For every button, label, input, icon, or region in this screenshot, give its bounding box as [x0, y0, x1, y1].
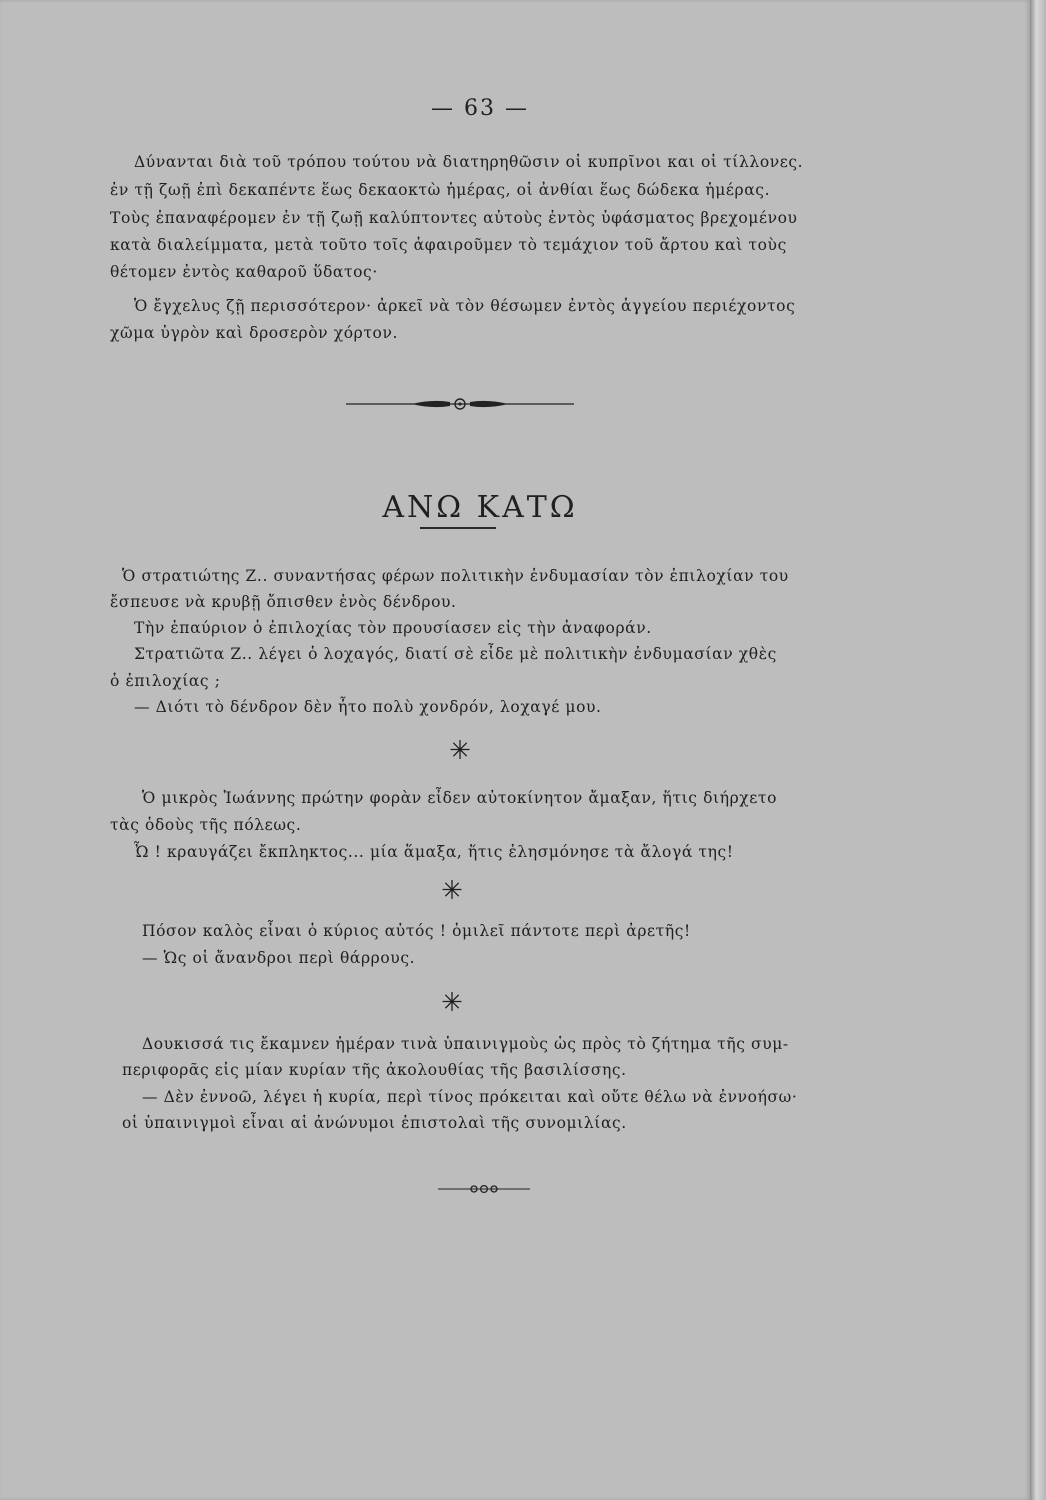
- page-number: — 63 —: [431, 96, 529, 121]
- anecdote-line: Ὦ ! κραυγάζει ἔκπληκτος... μία ἅμαξα, ἥτις ἐλησμόνησε τὰ ἄλογά της!: [134, 843, 734, 861]
- end-ornament: [436, 1181, 532, 1197]
- intro-line: κατὰ διαλείμματα, μετὰ τοῦτο τοῖς ἀφαιροῦμεν τὸ τεμάχιον τοῦ ἄρτου καὶ τοὺς: [110, 236, 787, 254]
- anecdote-line: οἱ ὑπαινιγμοὶ εἶναι αἱ ἀνώνυμοι ἐπιστολαὶ τῆς συνομιλίας.: [122, 1114, 627, 1132]
- asterism-separator: ✳: [441, 988, 463, 1018]
- anecdote-line: Δουκισσά τις ἔκαμνεν ἡμέραν τινὰ ὑπαινιγμοὺς ὡς πρὸς τὸ ζήτημα τῆς συμ-: [142, 1035, 789, 1053]
- anecdote-line: Πόσον καλὸς εἶναι ὁ κύριος αὐτός ! ὁμιλεῖ πάντοτε περὶ ἀρετῆς!: [142, 922, 691, 940]
- intro-line: χῶμα ὑγρὸν καὶ δροσερὸν χόρτον.: [110, 324, 399, 342]
- intro-line: Ὁ ἔγχελυς ζῇ περισσότερον· ἀρκεῖ νὰ τὸν θέσωμεν ἐντὸς ἀγγείου περιέχοντος: [134, 297, 796, 315]
- anecdote-line: τὰς ὁδοὺς τῆς πόλεως.: [110, 816, 302, 834]
- intro-line: ἐν τῇ ζωῇ ἐπὶ δεκαπέντε ἕως δεκαοκτὼ ἡμέρας, οἱ ἀνθίαι ἕως δώδεκα ἡμέρας.: [110, 181, 771, 199]
- anecdote-line: Στρατιῶτα Ζ.. λέγει ὁ λοχαγός, διατί σὲ εἶδε μὲ πολιτικὴν ἐνδυμασίαν χθὲς: [134, 645, 777, 663]
- intro-line: Δύνανται διὰ τοῦ τρόπου τούτου νὰ διατηρηθῶσιν οἱ κυπρῖνοι και οἱ τίλλονες.: [134, 153, 804, 171]
- asterism-separator: ✳: [441, 876, 463, 906]
- asterism-separator: ✳: [449, 736, 471, 766]
- anecdote-line: Ὁ στρατιώτης Ζ.. συναντήσας φέρων πολιτικὴν ἐνδυμασίαν τὸν ἐπιλοχίαν του: [122, 567, 789, 585]
- title-underline: [420, 527, 496, 529]
- anecdote-line: Ὁ μικρὸς Ἰωάννης πρώτην φορὰν εἶδεν αὐτοκίνητον ἄμαξαν, ἥτις διήρχετο: [142, 789, 778, 807]
- ornament-divider: [342, 393, 578, 415]
- section-title: ΑΝΩ ΚΑΤΩ: [382, 490, 578, 526]
- anecdote-line: — Ὡς οἱ ἄνανδροι περὶ θάρρους.: [142, 949, 416, 967]
- intro-line: Τοὺς ἐπαναφέρομεν ἐν τῇ ζωῇ καλύπτοντες αὐτοὺς ἐντὸς ὑφάσματος βρεχομένου: [110, 209, 798, 227]
- intro-line: θέτομεν ἐντὸς καθαροῦ ὕδατος·: [110, 263, 378, 281]
- anecdote-line: — Δὲν ἐννοῶ, λέγει ἡ κυρία, περὶ τίνος πρόκειται καὶ οὔτε θέλω νὰ ἐννοήσω·: [142, 1088, 798, 1106]
- anecdote-line: ἔσπευσε νὰ κρυβῇ ὄπισθεν ἑνὸς δένδρου.: [110, 593, 457, 611]
- anecdote-line: περιφορᾶς εἰς μίαν κυρίαν τῆς ἀκολουθίας τῆς βασιλίσσης.: [122, 1061, 627, 1079]
- page-edge: [1030, 0, 1046, 1500]
- anecdote-line: ὁ ἐπιλοχίας ;: [110, 672, 221, 690]
- anecdote-line: — Διότι τὸ δένδρον δὲν ἦτο πολὺ χονδρόν, λοχαγέ μου.: [134, 698, 602, 716]
- anecdote-line: Τὴν ἐπαύριον ὁ ἐπιλοχίας τὸν προυσίασεν εἰς τὴν ἀναφοράν.: [134, 619, 652, 637]
